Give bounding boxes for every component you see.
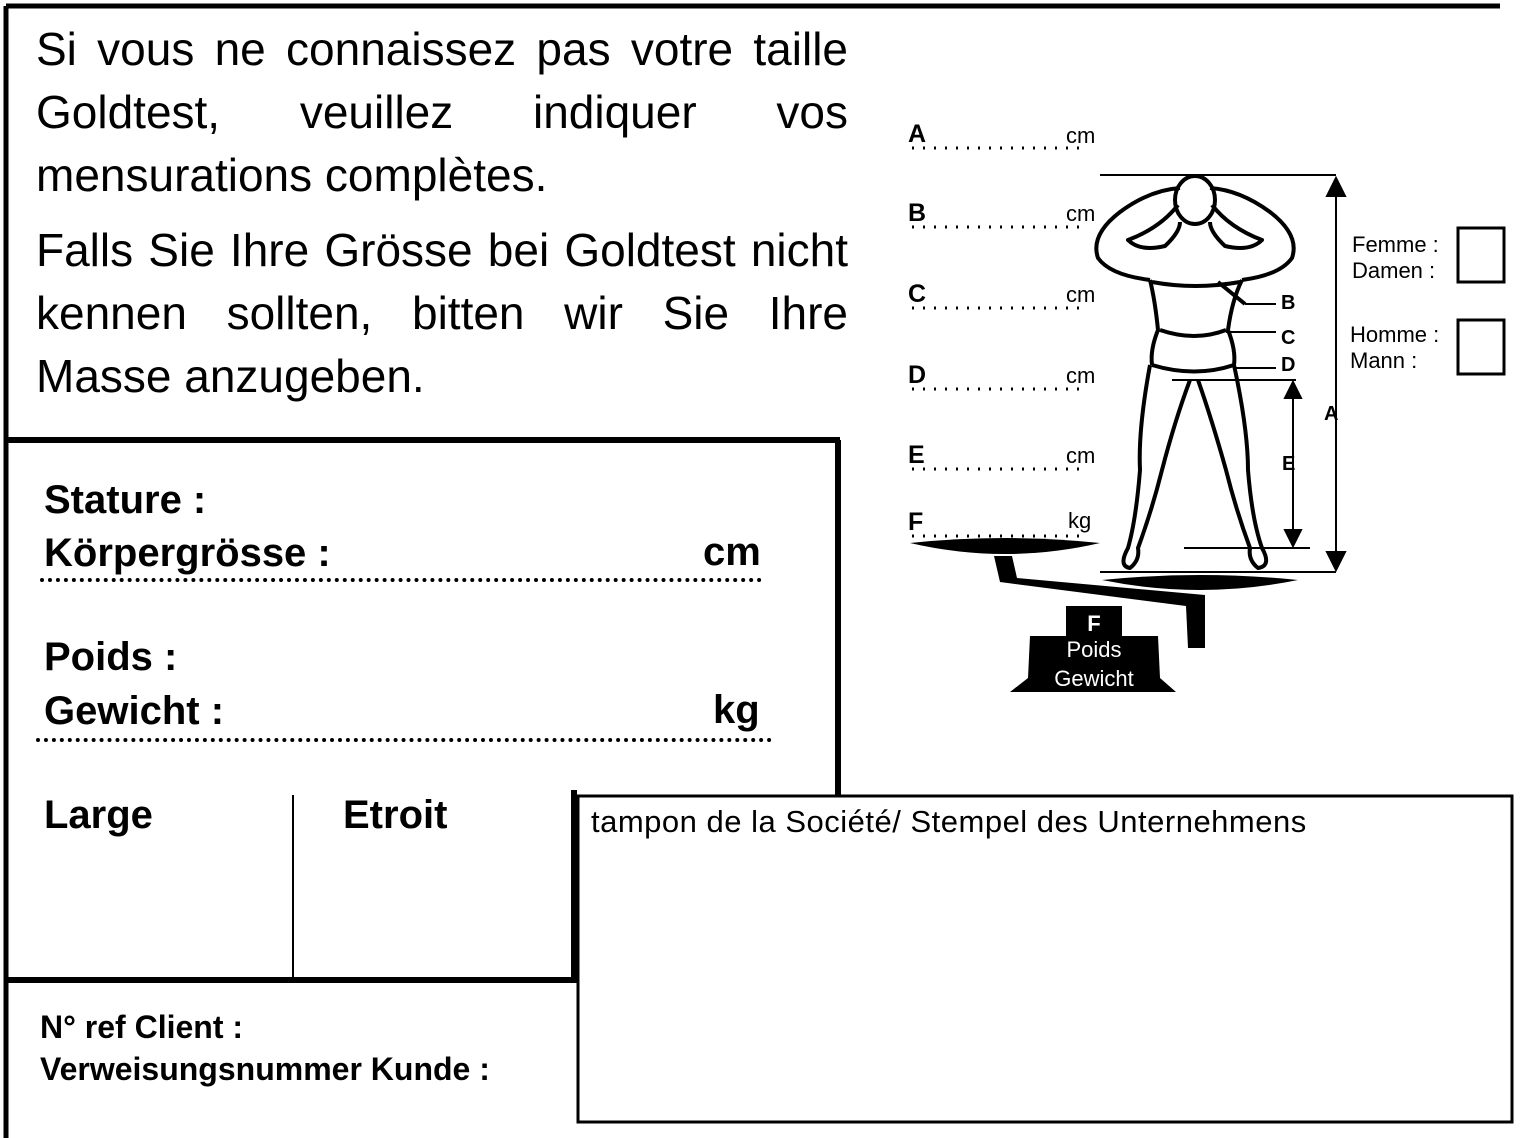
stature-label-fr: Stature : — [44, 478, 207, 522]
stamp-title: tampon de la Société/ Stempel des Unternehmens — [591, 804, 1307, 839]
row-letter: E — [908, 441, 925, 469]
measurement-row-b[interactable] — [908, 199, 1095, 227]
body-label-c: C — [1281, 327, 1296, 349]
intro-german: Falls Sie Ihre Grösse bei Goldtest nicht kennen sollten, bitten wir Sie Ihre Masse anzugeben. — [36, 224, 848, 402]
body-label-b: B — [1281, 292, 1296, 314]
etroit-label: Etroit — [343, 793, 448, 837]
male-label-fr: Homme : — [1350, 322, 1440, 347]
female-label-de: Damen : — [1352, 258, 1436, 283]
row-letter: C — [908, 280, 927, 308]
ref-label-fr: N° ref Client : — [40, 1009, 244, 1045]
row-letter: A — [908, 120, 927, 148]
row-unit: cm — [1066, 282, 1096, 307]
row-letter: D — [908, 361, 927, 389]
stature-label-de: Körpergrösse : — [44, 531, 331, 575]
row-unit: cm — [1066, 363, 1096, 388]
scale-letter: F — [1087, 611, 1101, 636]
measurement-row-a[interactable] — [908, 120, 1095, 148]
body-label-a: A — [1324, 403, 1339, 425]
male-label-de: Mann : — [1350, 348, 1418, 373]
ref-label-de: Verweisungsnummer Kunde : — [40, 1051, 490, 1087]
weight-label-fr: Poids : — [44, 635, 178, 679]
row-unit: cm — [1066, 123, 1096, 148]
scale-label-de: Gewicht — [1054, 666, 1134, 691]
scale-label-fr: Poids — [1066, 637, 1122, 662]
female-label-fr: Femme : — [1352, 232, 1439, 257]
row-unit: cm — [1066, 443, 1096, 468]
weight-unit: kg — [713, 688, 760, 732]
measurement-row-e[interactable] — [908, 441, 1095, 469]
row-letter: F — [908, 508, 924, 536]
row-unit: cm — [1066, 201, 1096, 226]
stature-unit: cm — [703, 530, 761, 574]
weight-label-de: Gewicht : — [44, 689, 225, 733]
human-figure-icon — [1096, 176, 1296, 568]
intro-french: Si vous ne connaissez pas votre taille Goldtest, veuillez indiquer vos mensurations complètes. — [36, 23, 848, 201]
large-label: Large — [44, 793, 153, 837]
body-label-e: E — [1282, 453, 1296, 475]
row-letter: B — [908, 199, 927, 227]
male-checkbox[interactable] — [1458, 320, 1504, 374]
scale-icon — [910, 538, 1298, 692]
measurement-row-c[interactable] — [908, 280, 1095, 308]
measurement-row-f[interactable] — [908, 508, 1091, 536]
body-label-d: D — [1281, 354, 1296, 376]
female-checkbox[interactable] — [1458, 228, 1504, 282]
measurement-row-d[interactable] — [908, 361, 1095, 389]
row-unit: kg — [1068, 508, 1092, 533]
